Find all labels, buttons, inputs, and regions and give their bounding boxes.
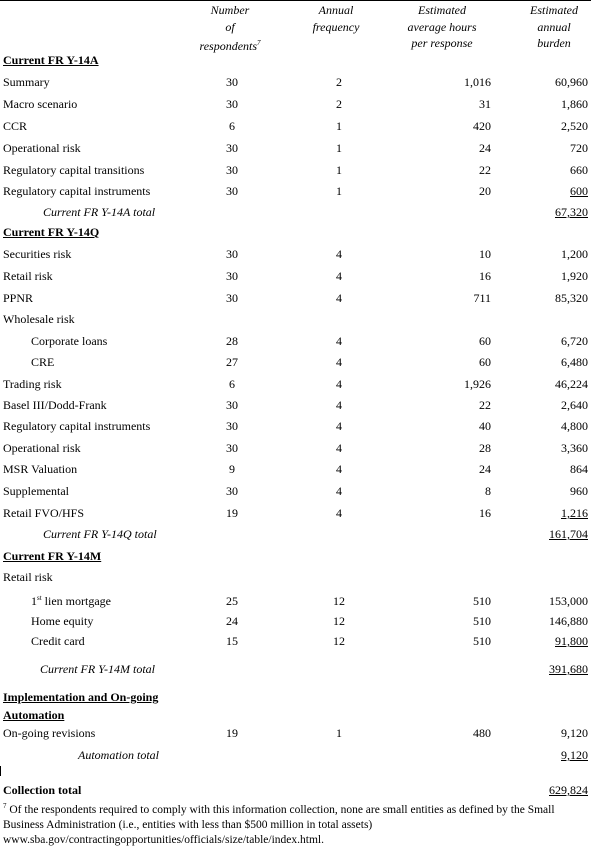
hours-cell: 40: [479, 419, 491, 433]
frequency-cell: 4: [336, 398, 342, 412]
row-label: CCR: [3, 119, 28, 133]
hours-cell: 510: [473, 614, 491, 628]
frequency-cell: 1: [336, 141, 342, 155]
frequency-cell: 4: [336, 334, 342, 348]
hours-cell: 16: [479, 506, 491, 520]
table-row: [0, 310, 591, 328]
respondents-cell: 19: [226, 506, 238, 520]
respondents-cell: 19: [226, 726, 238, 740]
left-rule-mark: [0, 766, 1, 776]
hours-cell: 1,926: [464, 377, 491, 391]
table-row: [0, 724, 591, 742]
burden-cell: 4,800: [561, 419, 588, 433]
respondents-cell: 15: [226, 634, 238, 648]
frequency-cell: 4: [336, 462, 342, 476]
burden-cell: 146,880: [549, 614, 588, 628]
section-automation: [0, 706, 591, 724]
respondents-cell: 30: [226, 75, 238, 89]
hours-cell: 60: [479, 355, 491, 369]
hours-cell: 510: [473, 594, 491, 608]
burden-cell: 1,216: [561, 506, 588, 520]
total-y14a-burden: 67,320: [555, 205, 588, 219]
row-label: Macro scenario: [3, 97, 78, 111]
section-y14q-label: Current FR Y-14Q: [3, 225, 100, 239]
row-label-superscript: st: [37, 594, 42, 602]
header-respondents: [190, 2, 270, 55]
table-row: [0, 245, 591, 263]
row-label: Regulatory capital transitions: [3, 163, 145, 177]
hours-cell: 510: [473, 634, 491, 648]
row-label: Operational risk: [3, 441, 81, 455]
burden-cell: 91,800: [555, 634, 588, 648]
respondents-cell: 30: [226, 184, 238, 198]
table-row: [0, 139, 591, 157]
burden-cell: 6,720: [561, 334, 588, 348]
frequency-cell: 2: [336, 97, 342, 111]
row-label: CRE: [31, 355, 55, 369]
row-label: Securities risk: [3, 247, 72, 261]
header-frequency: Annual frequency: [312, 3, 360, 34]
row-label: Regulatory capital instruments: [3, 184, 151, 198]
frequency-cell: 4: [336, 247, 342, 261]
section-y14a: [0, 51, 591, 69]
respondents-cell: 30: [226, 269, 238, 283]
row-label: [31, 592, 111, 610]
row-label: Credit card: [31, 634, 85, 648]
frequency-cell: 4: [336, 377, 342, 391]
total-automation-label: Automation total: [78, 748, 159, 762]
burden-cell: 153,000: [549, 594, 588, 608]
section-y14a-label: Current FR Y-14A: [3, 53, 99, 67]
burden-cell: 6,480: [561, 355, 588, 369]
respondents-cell: 28: [226, 334, 238, 348]
header-burden: Estimated annual burden: [530, 3, 578, 50]
hours-cell: 10: [479, 247, 491, 261]
respondents-cell: 30: [226, 247, 238, 261]
hours-cell: 20: [479, 184, 491, 198]
row-label: Home equity: [31, 614, 94, 628]
footnote-mark: 7: [3, 802, 7, 810]
hours-cell: 28: [479, 441, 491, 455]
hours-cell: 22: [479, 163, 491, 177]
table-row: [0, 289, 591, 307]
respondents-cell: 30: [226, 419, 238, 433]
total-automation-burden: 9,120: [561, 748, 588, 762]
burden-cell: 2,520: [561, 119, 588, 133]
table-row: [0, 482, 591, 500]
row-label: Trading risk: [3, 377, 62, 391]
row-label: MSR Valuation: [3, 462, 78, 476]
table-row: [0, 568, 591, 586]
respondents-cell: 30: [226, 398, 238, 412]
row-label: Operational risk: [3, 141, 81, 155]
hours-cell: 24: [479, 141, 491, 155]
row-label: Wholesale risk: [3, 312, 75, 326]
respondents-cell: 30: [226, 97, 238, 111]
total-y14q: [0, 525, 591, 543]
frequency-cell: 1: [336, 726, 342, 740]
frequency-cell: 2: [336, 75, 342, 89]
hours-cell: 60: [479, 334, 491, 348]
table-row: [0, 267, 591, 285]
footnote-text: Of the respondents required to comply with this information collection, none are small entities as defined by the Small Business Administration (i.e., entities with less than $500 million in total assets) www.sba.gov/contractingopportunities/officials/size/table/index.html.: [3, 803, 555, 846]
table-row: [0, 182, 591, 200]
respondents-cell: 27: [226, 355, 238, 369]
frequency-cell: 4: [336, 441, 342, 455]
total-y14q-burden: 161,704: [549, 527, 588, 541]
burden-cell: 960: [570, 484, 588, 498]
table-row: [0, 332, 591, 350]
header-hours: Estimated average hours per response: [407, 3, 477, 50]
table-row: [0, 439, 591, 457]
collection-total-burden: 629,824: [549, 783, 588, 797]
section-y14q: [0, 223, 591, 241]
total-y14m: [0, 660, 591, 678]
row-label: Retail risk: [3, 269, 53, 283]
table-row: [0, 504, 591, 522]
burden-cell: 660: [570, 163, 588, 177]
frequency-cell: 4: [336, 269, 342, 283]
row-label: Regulatory capital instruments: [3, 419, 151, 433]
respondents-cell: 6: [229, 377, 235, 391]
burden-cell: 85,320: [555, 291, 588, 305]
frequency-cell: 1: [336, 119, 342, 133]
burden-cell: 1,920: [561, 269, 588, 283]
burden-cell: 720: [570, 141, 588, 155]
frequency-cell: 1: [336, 163, 342, 177]
section-automation-label: Automation: [3, 708, 65, 722]
collection-total-label: Collection total: [3, 783, 82, 797]
collection-total: [0, 781, 591, 799]
respondents-cell: 30: [226, 163, 238, 177]
header-respondents-footnote-mark: 7: [257, 39, 261, 47]
hours-cell: 711: [473, 291, 491, 305]
respondents-cell: 25: [226, 594, 238, 608]
burden-cell: 46,224: [555, 377, 588, 391]
frequency-cell: 12: [333, 594, 345, 608]
row-label: On-going revisions: [3, 726, 96, 740]
respondents-cell: 30: [226, 441, 238, 455]
section-y14m-label: Current FR Y-14M: [3, 549, 102, 563]
burden-cell: 3,360: [561, 441, 588, 455]
header-respondents-text: Number of respondents: [199, 3, 258, 53]
section-y14m: [0, 547, 591, 565]
table-row: [0, 612, 591, 630]
hours-cell: 31: [479, 97, 491, 111]
total-y14a: [0, 203, 591, 221]
row-label: Corporate loans: [31, 334, 108, 348]
frequency-cell: 12: [333, 634, 345, 648]
table-row: [0, 117, 591, 135]
row-label: Retail FVO/HFS: [3, 506, 85, 520]
respondents-cell: 30: [226, 291, 238, 305]
frequency-cell: 12: [333, 614, 345, 628]
frequency-cell: 4: [336, 291, 342, 305]
table-row: [0, 73, 591, 91]
burden-cell: 600: [570, 184, 588, 198]
row-label: Basel III/Dodd-Frank: [3, 398, 107, 412]
total-y14m-burden: 391,680: [549, 662, 588, 676]
respondents-cell: 24: [226, 614, 238, 628]
hours-cell: 22: [479, 398, 491, 412]
hours-cell: 16: [479, 269, 491, 283]
burden-cell: 60,960: [555, 75, 588, 89]
frequency-cell: 4: [336, 484, 342, 498]
total-y14a-label: Current FR Y-14A total: [43, 205, 156, 219]
row-label: Supplemental: [3, 484, 69, 498]
hours-cell: 8: [485, 484, 491, 498]
burden-cell: 864: [570, 462, 588, 476]
total-y14q-label: Current FR Y-14Q total: [43, 527, 157, 541]
row-label: PPNR: [3, 291, 34, 305]
hours-cell: 24: [479, 462, 491, 476]
total-y14m-label: Current FR Y-14M total: [40, 662, 155, 676]
section-implementation-label: Implementation and On-going: [3, 690, 159, 704]
table-row: [0, 353, 591, 371]
respondents-cell: 30: [226, 141, 238, 155]
table-row: [0, 632, 591, 650]
frequency-cell: 4: [336, 506, 342, 520]
row-label: Summary: [3, 75, 50, 89]
hours-cell: 1,016: [464, 75, 491, 89]
table-row: [0, 396, 591, 414]
table-row: [0, 417, 591, 435]
section-implementation: [0, 688, 591, 706]
frequency-cell: 4: [336, 355, 342, 369]
hours-cell: 480: [473, 726, 491, 740]
burden-cell: 1,200: [561, 247, 588, 261]
respondents-cell: 30: [226, 484, 238, 498]
row-label-text: lien mortgage: [41, 594, 111, 608]
table-row: [0, 592, 591, 610]
table-row: [0, 161, 591, 179]
frequency-cell: 4: [336, 419, 342, 433]
burden-cell: 9,120: [561, 726, 588, 740]
hours-cell: 420: [473, 119, 491, 133]
total-automation: [0, 746, 591, 764]
row-label: Retail risk: [3, 570, 53, 584]
frequency-cell: 1: [336, 184, 342, 198]
row-label-number: 1: [31, 594, 37, 608]
burden-cell: 2,640: [561, 398, 588, 412]
table-row: [0, 95, 591, 113]
burden-cell: 1,860: [561, 97, 588, 111]
footnote: [3, 799, 588, 848]
table-row: [0, 375, 591, 393]
respondents-cell: 9: [229, 462, 235, 476]
table-row: [0, 460, 591, 478]
top-rule: [0, 0, 591, 1]
respondents-cell: 6: [229, 119, 235, 133]
